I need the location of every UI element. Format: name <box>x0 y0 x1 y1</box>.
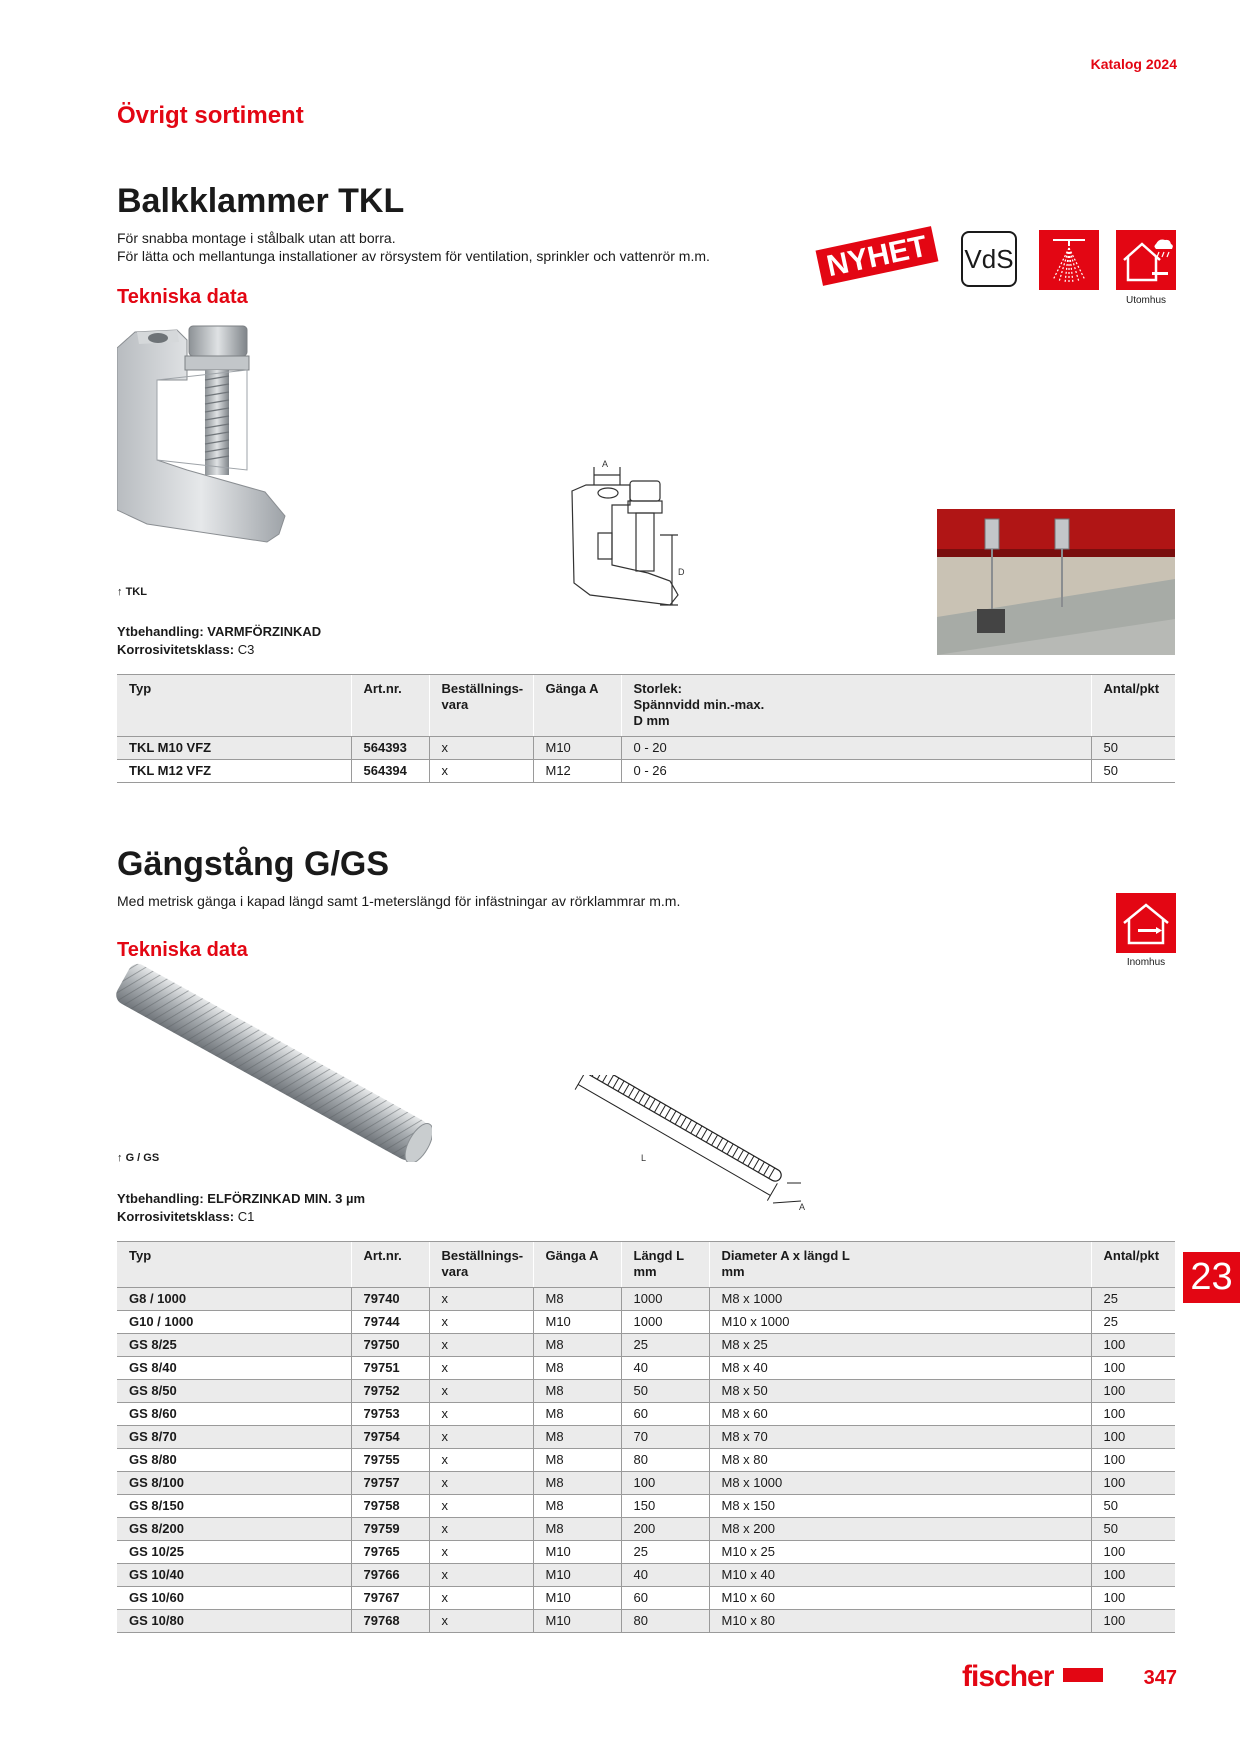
table-cell: 100 <box>1091 1334 1175 1357</box>
tkl-corrosion-value: C3 <box>237 642 255 657</box>
table-cell: 100 <box>1091 1541 1175 1564</box>
table-cell: 79766 <box>351 1564 429 1587</box>
table-row <box>117 1380 1175 1403</box>
catalog-label: Katalog 2024 <box>1090 56 1177 72</box>
chapter-tab: 23 <box>1183 1252 1240 1303</box>
table-cell: 25 <box>621 1541 709 1564</box>
tkl-caption-text: TKL <box>125 586 147 598</box>
table-cell: G10 / 1000 <box>117 1311 351 1334</box>
table-cell: M10 <box>533 1610 621 1633</box>
column-header: Gänga A <box>533 1242 621 1288</box>
table-cell: 25 <box>1091 1311 1175 1334</box>
table-cell: M10 x 40 <box>709 1564 1091 1587</box>
page-number: 347 <box>1143 1667 1177 1689</box>
table-cell: x <box>429 1564 533 1587</box>
table-cell: 79754 <box>351 1426 429 1449</box>
column-header: Art.nr. <box>351 1242 429 1288</box>
table-cell: GS 8/40 <box>117 1357 351 1380</box>
table-cell: 40 <box>621 1564 709 1587</box>
table-cell: x <box>429 1610 533 1633</box>
table-header-row <box>117 675 1175 737</box>
fischer-logo <box>962 1660 1103 1694</box>
table-cell: M8 x 1000 <box>709 1288 1091 1311</box>
table-cell: 40 <box>621 1357 709 1380</box>
table-row <box>117 1334 1175 1357</box>
column-header: Typ <box>117 675 351 737</box>
table-cell: M8 <box>533 1357 621 1380</box>
table-cell: GS 10/40 <box>117 1564 351 1587</box>
table-row <box>117 1357 1175 1380</box>
sprinkler-icon <box>1039 230 1099 290</box>
table-cell: GS 8/60 <box>117 1403 351 1426</box>
tkl-corrosion-label: Korrosivitetsklass: <box>117 642 235 657</box>
new-badge-text: NYHET <box>823 229 931 284</box>
table-cell: 79768 <box>351 1610 429 1633</box>
table-cell: M10 x 60 <box>709 1587 1091 1610</box>
vds-label: VdS <box>964 244 1014 274</box>
table-cell: TKL M10 VFZ <box>117 737 351 760</box>
product-title-tkl: Balkklammer TKL <box>117 182 405 220</box>
table-cell: M10 x 25 <box>709 1541 1091 1564</box>
table-cell: M8 x 150 <box>709 1495 1091 1518</box>
table-cell: 79744 <box>351 1311 429 1334</box>
table-cell: x <box>429 1472 533 1495</box>
table-cell: x <box>429 1357 533 1380</box>
dim-a-label: A <box>602 459 609 469</box>
dim-d-label: D <box>678 567 685 577</box>
table-cell: 50 <box>1091 760 1175 783</box>
table-cell: M8 x 50 <box>709 1380 1091 1403</box>
table-row <box>117 760 1175 783</box>
gs-specs <box>117 1190 365 1226</box>
table-cell: M8 x 200 <box>709 1518 1091 1541</box>
table-cell: GS 10/60 <box>117 1587 351 1610</box>
table-cell: 79751 <box>351 1357 429 1380</box>
table-row <box>117 1426 1175 1449</box>
table-cell: 79765 <box>351 1541 429 1564</box>
table-cell: 60 <box>621 1403 709 1426</box>
arrow-up-icon: ↑ <box>117 586 123 598</box>
table-cell: GS 8/150 <box>117 1495 351 1518</box>
table-cell: 200 <box>621 1518 709 1541</box>
table-cell: 79757 <box>351 1472 429 1495</box>
column-header: Diameter A x längd L mm <box>709 1242 1091 1288</box>
table-row <box>117 737 1175 760</box>
table-cell: M8 x 70 <box>709 1426 1091 1449</box>
table-cell: GS 8/200 <box>117 1518 351 1541</box>
table-cell: M8 <box>533 1380 621 1403</box>
gs-tech-heading: Tekniska data <box>117 939 248 961</box>
table-cell: x <box>429 1587 533 1610</box>
table-cell: GS 8/100 <box>117 1472 351 1495</box>
table-cell: GS 10/25 <box>117 1541 351 1564</box>
table-cell: 79755 <box>351 1449 429 1472</box>
table-cell: x <box>429 1518 533 1541</box>
table-cell: M8 <box>533 1334 621 1357</box>
brand-mark-icon <box>1063 1668 1103 1682</box>
gs-dimension-drawing <box>565 1075 825 1215</box>
table-cell: 1000 <box>621 1311 709 1334</box>
table-cell: M10 <box>533 1587 621 1610</box>
table-cell: GS 10/80 <box>117 1610 351 1633</box>
table-cell: M8 <box>533 1472 621 1495</box>
gs-table <box>117 1241 1175 1633</box>
table-cell: 79758 <box>351 1495 429 1518</box>
table-cell: 100 <box>1091 1426 1175 1449</box>
tkl-surface-label: Ytbehandling: <box>117 624 204 639</box>
table-cell: M10 <box>533 737 621 760</box>
table-cell: M8 <box>533 1449 621 1472</box>
tkl-installation-photo <box>937 509 1175 655</box>
dim-a-label: A <box>799 1202 806 1212</box>
table-cell: 100 <box>1091 1610 1175 1633</box>
table-cell: GS 8/50 <box>117 1380 351 1403</box>
table-header-row <box>117 1242 1175 1288</box>
table-cell: M10 <box>533 1564 621 1587</box>
arrow-up-icon: ↑ <box>117 1152 123 1164</box>
gs-caption-text: G / GS <box>125 1152 160 1164</box>
table-cell: 100 <box>1091 1449 1175 1472</box>
table-cell: 100 <box>1091 1357 1175 1380</box>
table-cell: x <box>429 1541 533 1564</box>
column-header: Antal/pkt <box>1091 1242 1175 1288</box>
table-cell: M8 x 40 <box>709 1357 1091 1380</box>
brand-name: fischer <box>962 1660 1054 1693</box>
table-cell: M8 x 25 <box>709 1334 1091 1357</box>
table-cell: M8 <box>533 1495 621 1518</box>
table-cell: 564393 <box>351 737 429 760</box>
gs-description: Med metrisk gänga i kapad längd samt 1-meterslängd för infästningar av rörklammrar m.m. <box>117 893 681 909</box>
table-cell: 60 <box>621 1587 709 1610</box>
table-cell: M12 <box>533 760 621 783</box>
table-cell: 79759 <box>351 1518 429 1541</box>
tkl-image-caption <box>117 586 147 598</box>
table-row <box>117 1518 1175 1541</box>
column-header: Storlek: Spännvidd min.-max. D mm <box>621 675 1091 737</box>
column-header: Gänga A <box>533 675 621 737</box>
table-cell: GS 8/80 <box>117 1449 351 1472</box>
vds-approval-icon <box>961 231 1017 287</box>
table-row <box>117 1495 1175 1518</box>
table-cell: 50 <box>1091 1518 1175 1541</box>
table-row <box>117 1403 1175 1426</box>
tkl-surface-value: VARMFÖRZINKAD <box>207 624 322 639</box>
table-cell: 100 <box>1091 1472 1175 1495</box>
table-row <box>117 1311 1175 1334</box>
table-cell: 1000 <box>621 1288 709 1311</box>
table-cell: M10 x 80 <box>709 1610 1091 1633</box>
table-cell: 564394 <box>351 760 429 783</box>
outdoor-label: Utomhus <box>1125 295 1166 306</box>
table-cell: x <box>429 737 533 760</box>
table-cell: M10 <box>533 1311 621 1334</box>
tkl-desc-line-2: För lätta och mellantunga installationer av rörsystem för ventilation, sprinkler och vattenrör m.m. <box>117 248 710 264</box>
table-row <box>117 1564 1175 1587</box>
table-cell: 100 <box>1091 1564 1175 1587</box>
table-row <box>117 1288 1175 1311</box>
table-cell: x <box>429 1426 533 1449</box>
table-cell: 70 <box>621 1426 709 1449</box>
table-cell: 79767 <box>351 1587 429 1610</box>
table-cell: 79753 <box>351 1403 429 1426</box>
table-row <box>117 1541 1175 1564</box>
table-row <box>117 1610 1175 1633</box>
tkl-dimension-drawing <box>560 455 720 655</box>
table-cell: 79740 <box>351 1288 429 1311</box>
table-cell: TKL M12 VFZ <box>117 760 351 783</box>
product-title-gs: Gängstång G/GS <box>117 845 390 883</box>
gs-corrosion-value: C1 <box>237 1209 255 1224</box>
table-cell: 0 - 20 <box>621 737 1091 760</box>
table-cell: 80 <box>621 1449 709 1472</box>
table-cell: 80 <box>621 1610 709 1633</box>
indoor-label: Inomhus <box>1126 957 1166 968</box>
gs-product-photo <box>112 962 432 1162</box>
tkl-description <box>117 229 710 265</box>
table-cell: x <box>429 1449 533 1472</box>
table-cell: M10 <box>533 1541 621 1564</box>
table-row <box>117 1449 1175 1472</box>
column-header: Beställnings- vara <box>429 675 533 737</box>
table-cell: 100 <box>1091 1403 1175 1426</box>
tkl-desc-line-1: För snabba montage i stålbalk utan att borra. <box>117 230 396 246</box>
gs-surface-value: ELFÖRZINKAD MIN. 3 µm <box>207 1191 366 1206</box>
table-cell: GS 8/25 <box>117 1334 351 1357</box>
tkl-tech-heading: Tekniska data <box>117 286 248 308</box>
table-cell: x <box>429 1495 533 1518</box>
table-cell: GS 8/70 <box>117 1426 351 1449</box>
table-cell: M8 x 1000 <box>709 1472 1091 1495</box>
table-cell: 50 <box>621 1380 709 1403</box>
table-cell: x <box>429 1380 533 1403</box>
table-cell: 100 <box>1091 1380 1175 1403</box>
tkl-product-photo <box>117 320 297 580</box>
table-cell: x <box>429 1288 533 1311</box>
table-cell: 100 <box>621 1472 709 1495</box>
table-cell: 25 <box>1091 1288 1175 1311</box>
tkl-table <box>117 674 1175 783</box>
column-header: Beställnings- vara <box>429 1242 533 1288</box>
table-cell: M8 <box>533 1426 621 1449</box>
table-cell: x <box>429 1334 533 1357</box>
table-cell: 50 <box>1091 737 1175 760</box>
outdoor-house-icon <box>1116 230 1176 290</box>
column-header: Typ <box>117 1242 351 1288</box>
table-cell: 0 - 26 <box>621 760 1091 783</box>
table-cell: 79752 <box>351 1380 429 1403</box>
table-cell: 100 <box>1091 1587 1175 1610</box>
tkl-specs <box>117 623 321 659</box>
gs-image-caption <box>117 1152 159 1164</box>
section-title: Övrigt sortiment <box>117 102 304 129</box>
table-row <box>117 1472 1175 1495</box>
table-cell: 79750 <box>351 1334 429 1357</box>
indoor-house-icon <box>1116 893 1176 953</box>
table-cell: 25 <box>621 1334 709 1357</box>
column-header: Längd L mm <box>621 1242 709 1288</box>
column-header: Antal/pkt <box>1091 675 1175 737</box>
table-cell: M8 <box>533 1518 621 1541</box>
gs-surface-label: Ytbehandling: <box>117 1191 204 1206</box>
column-header: Art.nr. <box>351 675 429 737</box>
table-cell: 50 <box>1091 1495 1175 1518</box>
table-cell: x <box>429 760 533 783</box>
table-cell: 150 <box>621 1495 709 1518</box>
dim-l-label: L <box>641 1153 647 1163</box>
table-cell: M8 <box>533 1403 621 1426</box>
table-cell: M10 x 1000 <box>709 1311 1091 1334</box>
gs-corrosion-label: Korrosivitetsklass: <box>117 1209 235 1224</box>
table-cell: M8 <box>533 1288 621 1311</box>
table-cell: x <box>429 1311 533 1334</box>
table-row <box>117 1587 1175 1610</box>
new-badge <box>816 226 939 286</box>
table-cell: M8 x 60 <box>709 1403 1091 1426</box>
table-cell: G8 / 1000 <box>117 1288 351 1311</box>
table-cell: x <box>429 1403 533 1426</box>
table-cell: M8 x 80 <box>709 1449 1091 1472</box>
